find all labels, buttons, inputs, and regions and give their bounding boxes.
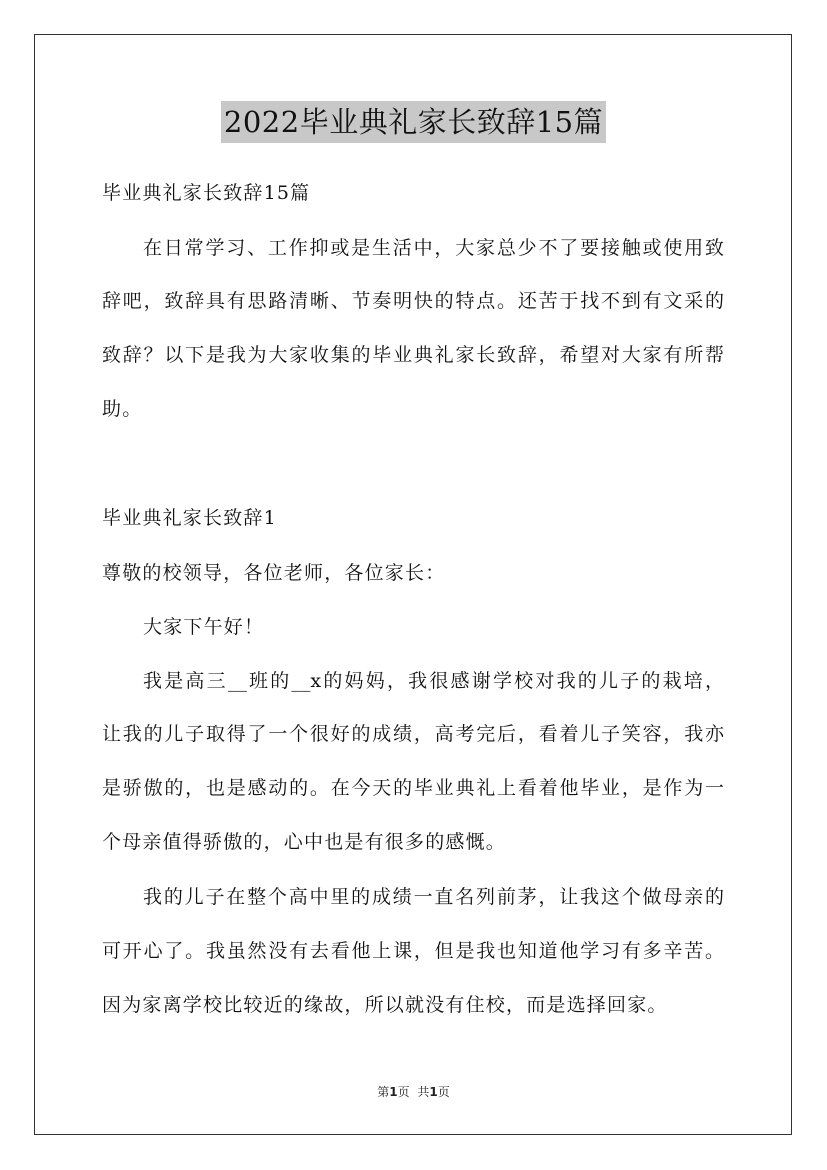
intro-line-2: 辞吧，致辞具有思路清晰、节奏明快的特点。还苦于找不到有文采的 — [102, 290, 724, 312]
para1-line-4: 个母亲值得骄傲的，心中也是有很多的感慨。 — [102, 831, 507, 853]
para1-line-2: 让我的儿子取得了一个很好的成绩，高考完后，看着儿子笑容，我亦 — [102, 723, 724, 745]
salutation: 尊敬的校领导，各位老师，各位家长： — [102, 562, 446, 584]
footer-total-pages: 1 — [429, 1085, 438, 1099]
para2-line-1: 我的儿子在整个高中里的成绩一直名列前茅，让我这个做母亲的 — [143, 886, 724, 908]
para1-line-3: 是骄傲的，也是感动的。在今天的毕业典礼上看着他毕业，是作为一 — [102, 777, 724, 799]
footer-total-prefix: 共 — [417, 1085, 430, 1099]
intro-line-3: 致辞？以下是我为大家收集的毕业典礼家长致辞，希望对大家有所帮 — [102, 344, 724, 366]
page-footer — [0, 1084, 827, 1100]
intro-line-4: 助。 — [102, 398, 143, 420]
title-container — [0, 101, 827, 143]
para2-line-2: 可开心了。我虽然没有去看他上课，但是我也知道他学习有多辛苦。 — [102, 940, 724, 962]
greeting: 大家下午好！ — [143, 616, 265, 638]
footer-page-suffix: 页 — [397, 1085, 410, 1099]
para1-line-1: 我是高三__班的__x的妈妈，我很感谢学校对我的儿子的栽培， — [143, 670, 724, 692]
para2-line-3: 因为家离学校比较近的缘故，所以就没有住校，而是选择回家。 — [102, 994, 668, 1016]
section-heading: 毕业典礼家长致辞1 — [102, 507, 277, 529]
document-title: 2022毕业典礼家长致辞15篇 — [221, 101, 606, 143]
footer-page-prefix: 第 — [377, 1085, 390, 1099]
footer-total-suffix: 页 — [437, 1085, 450, 1099]
document-subtitle: 毕业典礼家长致辞15篇 — [102, 182, 311, 204]
intro-line-1: 在日常学习、工作抑或是生活中，大家总少不了要接触或使用致 — [143, 237, 724, 259]
footer-page-number: 1 — [389, 1085, 398, 1099]
